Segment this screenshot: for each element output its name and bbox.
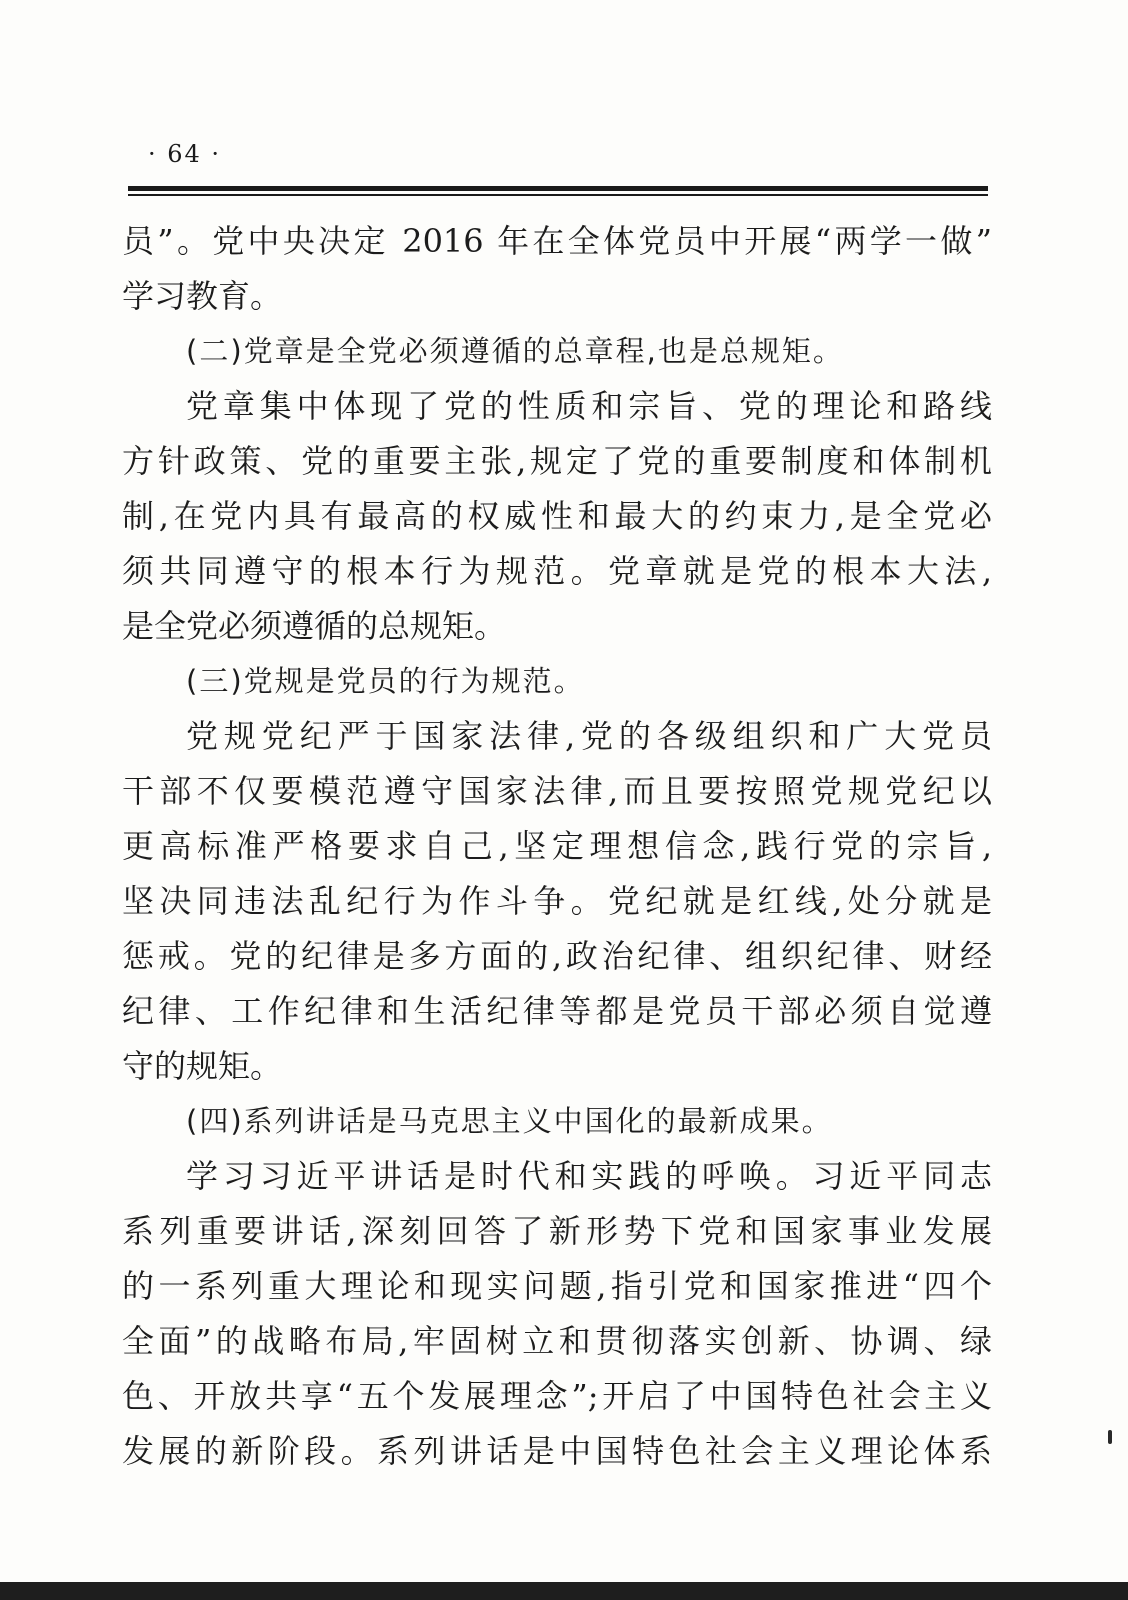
section-heading-2: (二)党章是全党必须遵循的总章程,也是总规矩。 [186,334,844,368]
paragraph-line: 更高标准严格要求自己,坚定理想信念,践行党的宗旨, [122,827,992,865]
scan-edge-mark [1108,1430,1112,1444]
page-number: · 64 · [148,140,222,168]
paragraph-line: 系列重要讲话,深刻回答了新形势下党和国家事业发展 [122,1212,992,1250]
paragraph-line: 坚决同违法乱纪行为作斗争。党纪就是红线,处分就是 [122,882,992,920]
header-rule-thick [128,186,988,191]
section-heading-3: (三)党规是党员的行为规范。 [186,664,585,698]
paragraph-line: 发展的新阶段。系列讲话是中国特色社会主义理论体系 [122,1432,992,1470]
paragraph-line: 全面”的战略布局,牢固树立和贯彻落实创新、协调、绿 [122,1322,992,1360]
body-text [122,214,992,1479]
paragraph-line: 学习习近平讲话是时代和实践的呼唤。习近平同志 [186,1157,992,1195]
paragraph-line: 党章集中体现了党的性质和宗旨、党的理论和路线 [186,387,992,425]
paragraph-line: 是全党必须遵循的总规矩。 [122,607,507,645]
paragraph-line: 须共同遵守的根本行为规范。党章就是党的根本大法, [122,552,992,590]
paragraph-line: 党规党纪严于国家法律,党的各级组织和广大党员 [186,717,992,755]
paragraph-line: 的一系列重大理论和现实问题,指引党和国家推进“四个 [122,1267,992,1305]
paragraph-line: 纪律、工作纪律和生活纪律等都是党员干部必须自觉遵 [122,992,992,1030]
paragraph-line: 色、开放共享“五个发展理念”;开启了中国特色社会主义 [122,1377,992,1415]
paragraph-line: 制,在党内具有最高的权威性和最大的约束力,是全党必 [122,497,992,535]
section-heading-4: (四)系列讲话是马克思主义中国化的最新成果。 [186,1104,833,1138]
paragraph-line: 方针政策、党的重要主张,规定了党的重要制度和体制机 [122,442,992,480]
paragraph-line: 干部不仅要模范遵守国家法律,而且要按照党规党纪以 [122,772,992,810]
paragraph-line: 惩戒。党的纪律是多方面的,政治纪律、组织纪律、财经 [122,937,992,975]
paragraph-line: 守的规矩。 [122,1047,283,1085]
paragraph-line: 学习教育。 [122,277,283,315]
header-rule-thin [128,194,988,196]
paragraph-line: 员”。党中央决定 2016 年在全体党员中开展“两学一做” [122,222,992,260]
scan-bottom-shadow [0,1582,1128,1600]
